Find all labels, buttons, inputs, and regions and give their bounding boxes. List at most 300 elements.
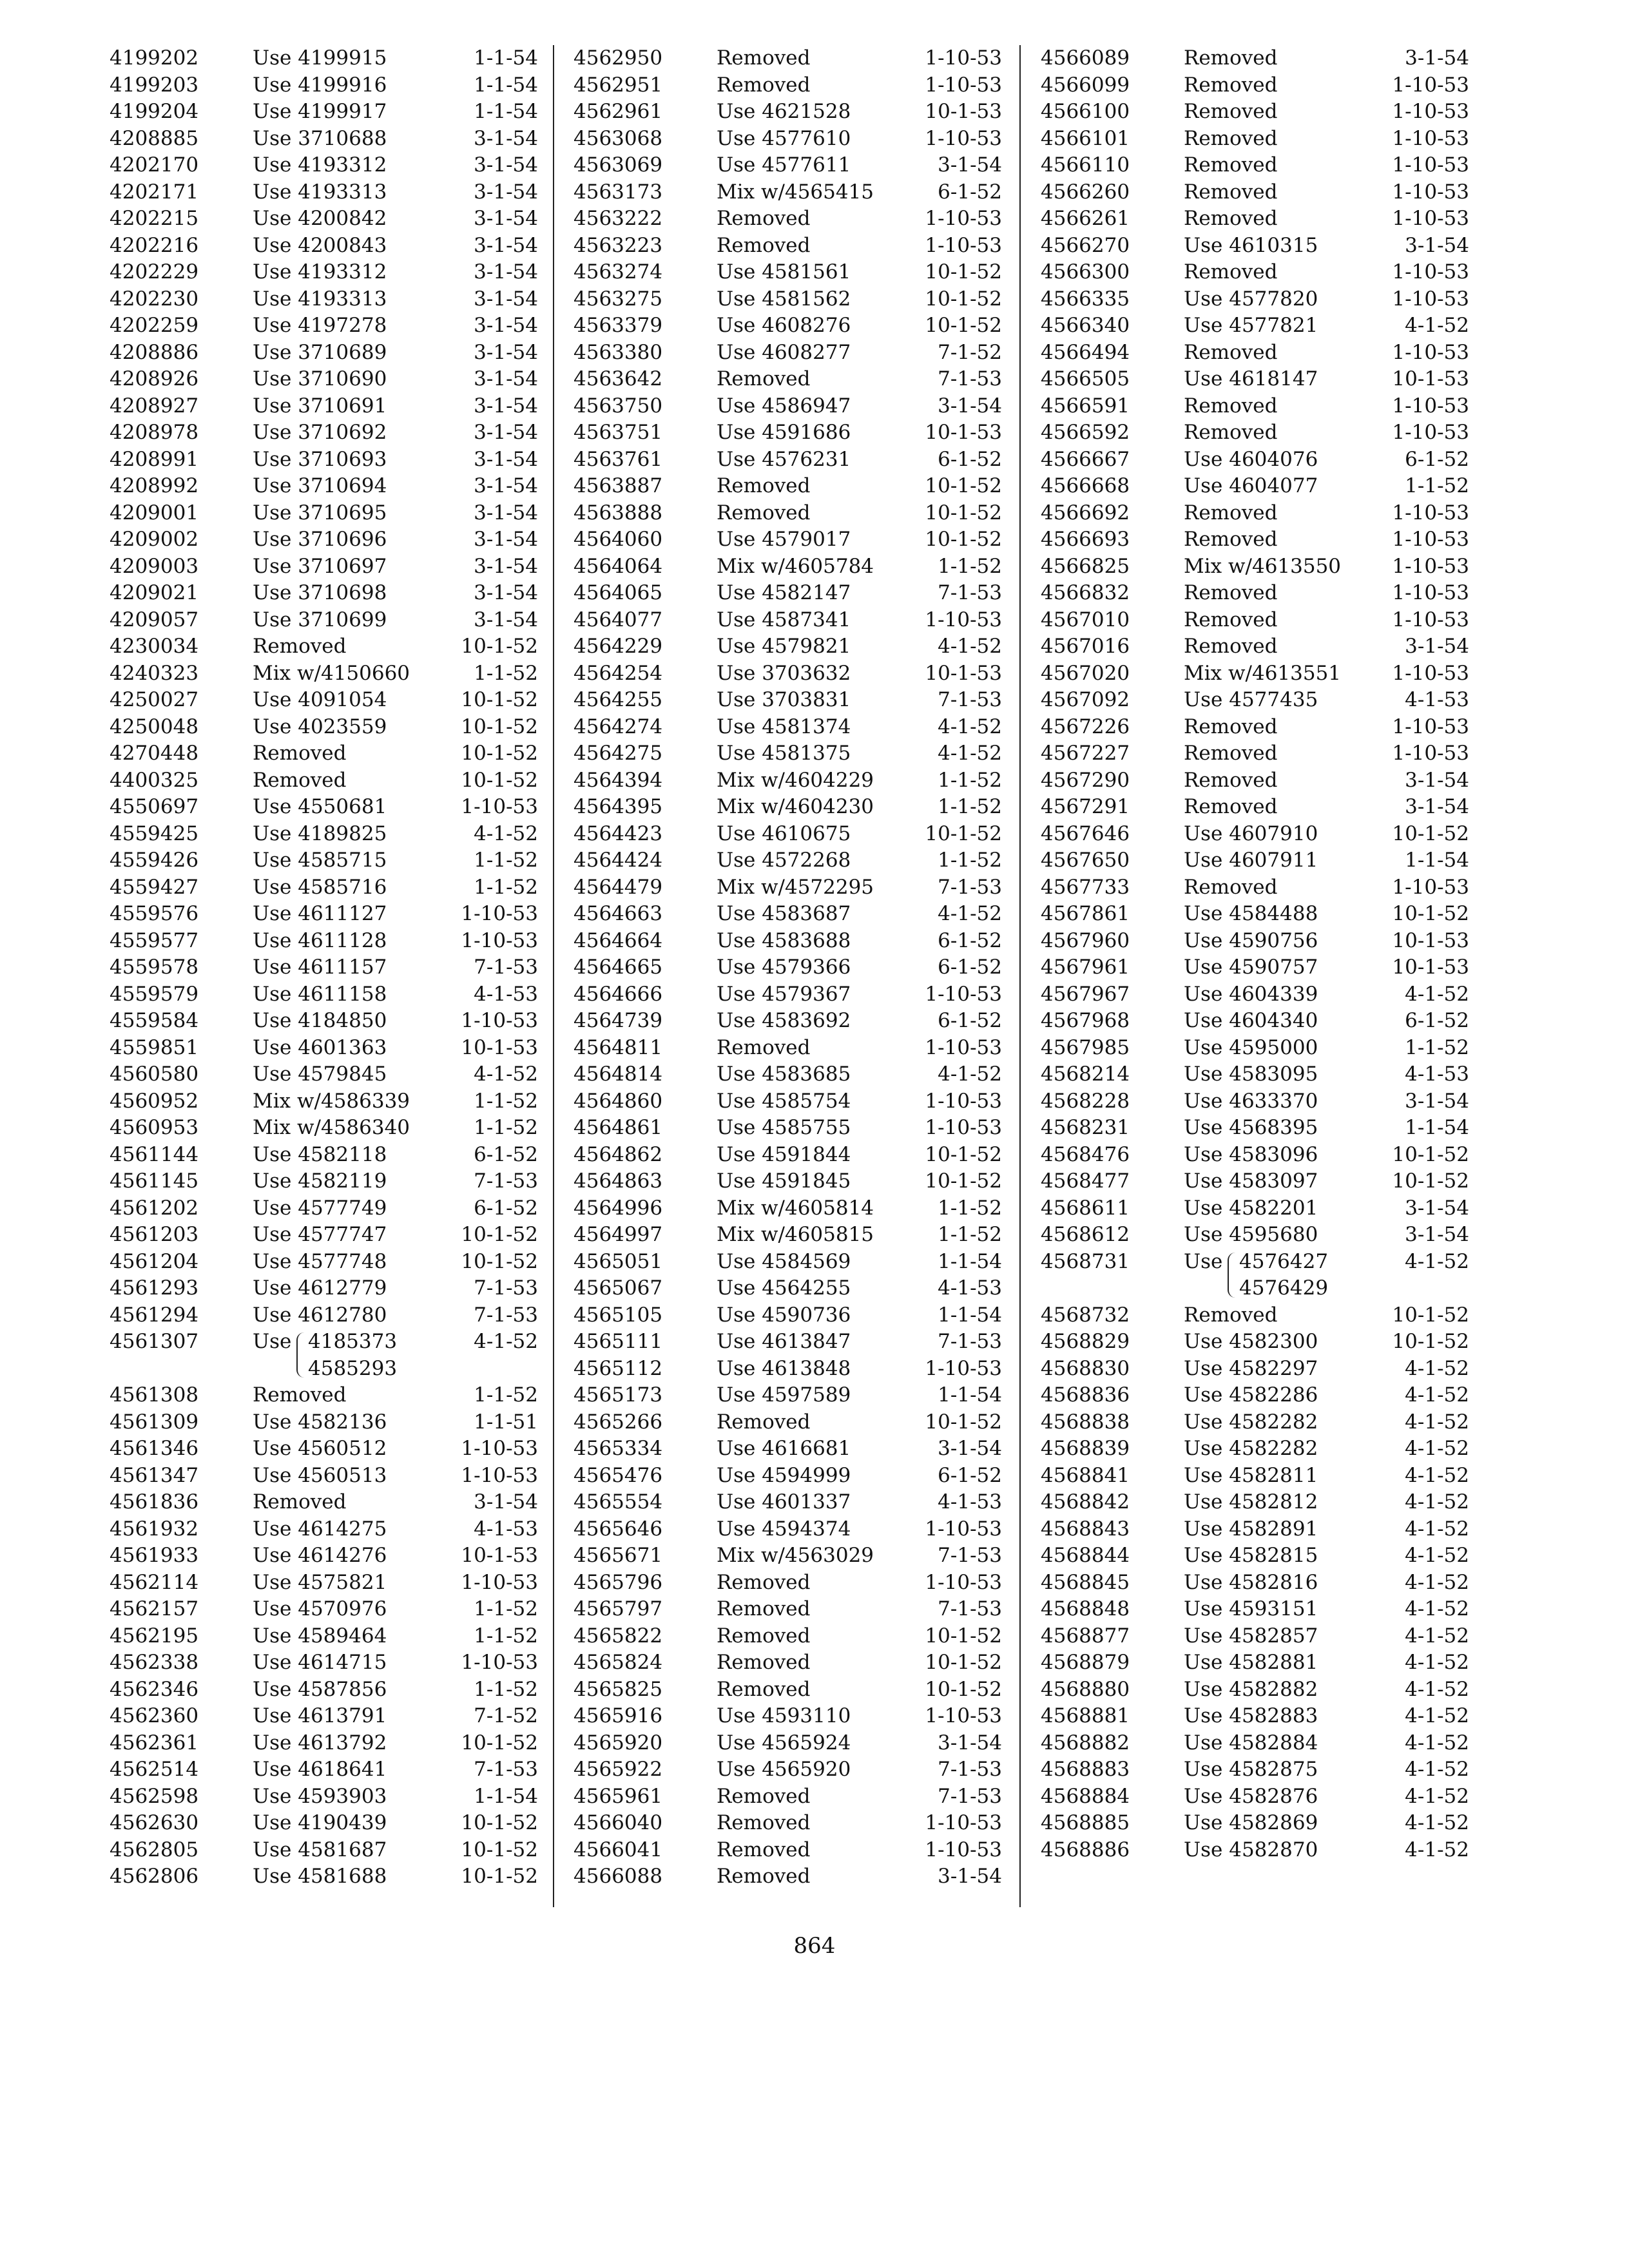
- disposition: Use 4593903: [253, 1784, 387, 1808]
- disposition: Use 4584569: [717, 1249, 851, 1273]
- disposition: Use 4577748: [253, 1249, 387, 1273]
- effective-date: 6-1-52: [1405, 1009, 1469, 1032]
- part-number: 4566040: [574, 1811, 663, 1834]
- effective-date: 3-1-54: [474, 260, 538, 284]
- replacement-number: 4185373: [308, 1330, 398, 1353]
- part-number: 4563380: [574, 340, 663, 364]
- part-number: 4564423: [574, 822, 663, 845]
- effective-date: 4-1-52: [938, 715, 1002, 738]
- part-number: 4564255: [574, 688, 663, 711]
- effective-date: 1-1-52: [474, 1597, 538, 1620]
- disposition: Use 4583685: [717, 1062, 851, 1086]
- disposition: Use 4594374: [717, 1517, 851, 1541]
- effective-date: 3-1-54: [474, 528, 538, 551]
- effective-date: 3-1-54: [938, 1731, 1002, 1754]
- part-number: 4561933: [110, 1544, 199, 1567]
- disposition: Mix w/4586339: [253, 1089, 410, 1113]
- effective-date: 4-1-52: [1405, 1811, 1469, 1834]
- disposition: Use 4199917: [253, 100, 387, 123]
- part-number: 4202259: [110, 314, 199, 337]
- disposition: Use 4023559: [253, 715, 387, 738]
- part-number: 4202216: [110, 233, 199, 257]
- disposition: Use 4585715: [253, 849, 387, 872]
- part-number: 4209002: [110, 528, 199, 551]
- effective-date: 1-1-52: [938, 849, 1002, 872]
- disposition: Use 4583096: [1184, 1142, 1318, 1166]
- effective-date: 3-1-54: [474, 554, 538, 578]
- part-number: 4564479: [574, 875, 663, 899]
- part-number: 4559426: [110, 849, 199, 872]
- part-number: 4250027: [110, 688, 199, 711]
- effective-date: 3-1-54: [474, 126, 538, 150]
- disposition: Removed: [717, 367, 811, 390]
- effective-date: 10-1-52: [925, 287, 1002, 311]
- disposition: Removed: [717, 1410, 811, 1434]
- part-number: 4565112: [574, 1356, 663, 1380]
- column-divider: [1019, 45, 1021, 1907]
- part-number: 4566099: [1041, 73, 1130, 97]
- disposition: Removed: [717, 1651, 811, 1674]
- replacement-number: 4585293: [308, 1356, 398, 1380]
- part-number: 4561307: [110, 1330, 199, 1353]
- effective-date: 10-1-52: [925, 1142, 1002, 1166]
- effective-date: 1-10-53: [925, 608, 1002, 631]
- disposition: Mix w/4605784: [717, 554, 874, 578]
- part-number: 4567227: [1041, 742, 1130, 765]
- effective-date: 1-10-53: [925, 73, 1002, 97]
- part-number: 4559427: [110, 875, 199, 899]
- disposition: Removed: [253, 742, 347, 765]
- disposition: Use 4582300: [1184, 1330, 1318, 1353]
- effective-date: 3-1-54: [474, 153, 538, 177]
- disposition: Use 4565924: [717, 1731, 851, 1754]
- disposition-word: Use: [253, 1330, 292, 1353]
- part-number: 4565105: [574, 1303, 663, 1327]
- effective-date: 4-1-52: [1405, 1704, 1469, 1727]
- part-number: 4566100: [1041, 100, 1130, 123]
- disposition: Use 4565920: [717, 1758, 851, 1781]
- part-number: 4562195: [110, 1624, 199, 1648]
- disposition: Removed: [1184, 153, 1278, 177]
- disposition: Use 4582297: [1184, 1356, 1318, 1380]
- disposition: Removed: [1184, 715, 1278, 738]
- part-number: 4562598: [110, 1784, 199, 1808]
- part-number: 4563888: [574, 501, 663, 524]
- part-number: 4568732: [1041, 1303, 1130, 1327]
- part-number: 4568830: [1041, 1356, 1130, 1380]
- part-number: 4208991: [110, 447, 199, 471]
- disposition: Removed: [253, 635, 347, 658]
- disposition: Removed: [1184, 875, 1278, 899]
- part-number: 4568228: [1041, 1089, 1130, 1113]
- effective-date: 7-1-53: [938, 581, 1002, 604]
- disposition: Removed: [1184, 73, 1278, 97]
- part-number: 4562805: [110, 1838, 199, 1861]
- part-number: 4562806: [110, 1865, 199, 1888]
- disposition: Use 4583688: [717, 928, 851, 952]
- effective-date: 6-1-52: [474, 1196, 538, 1220]
- part-number: 4563642: [574, 367, 663, 390]
- disposition: Use 4582857: [1184, 1624, 1318, 1648]
- disposition: Use 3710697: [253, 554, 387, 578]
- effective-date: 1-10-53: [1392, 394, 1469, 418]
- part-number: 4565916: [574, 1704, 663, 1727]
- disposition: Use 4582815: [1184, 1544, 1318, 1567]
- part-number: 4564424: [574, 849, 663, 872]
- effective-date: 4-1-52: [1405, 1624, 1469, 1648]
- disposition: Use 4582816: [1184, 1570, 1318, 1594]
- effective-date: 1-10-53: [1392, 260, 1469, 284]
- disposition: Use 4612780: [253, 1303, 387, 1327]
- effective-date: 7-1-53: [938, 875, 1002, 899]
- effective-date: 1-1-52: [1405, 1035, 1469, 1059]
- disposition: Use 4614715: [253, 1651, 387, 1674]
- disposition: Use 4591686: [717, 421, 851, 444]
- disposition: Use 4184850: [253, 1009, 387, 1032]
- disposition: Removed: [1184, 581, 1278, 604]
- effective-date: 6-1-52: [938, 180, 1002, 204]
- disposition: Use 3710693: [253, 447, 387, 471]
- effective-date: 6-1-52: [474, 1142, 538, 1166]
- part-number: 4208886: [110, 340, 199, 364]
- disposition: Use 4582870: [1184, 1838, 1318, 1861]
- effective-date: 1-10-53: [1392, 73, 1469, 97]
- disposition: Use 4577749: [253, 1196, 387, 1220]
- part-number: 4568611: [1041, 1196, 1130, 1220]
- part-number: 4563068: [574, 126, 663, 150]
- disposition: Use 4585754: [717, 1089, 851, 1113]
- part-number: 4568612: [1041, 1223, 1130, 1246]
- part-number: 4567646: [1041, 822, 1130, 845]
- part-number: 4561309: [110, 1410, 199, 1434]
- effective-date: 4-1-52: [1405, 1410, 1469, 1434]
- effective-date: 1-10-53: [1392, 421, 1469, 444]
- effective-date: 4-1-53: [1405, 1062, 1469, 1086]
- effective-date: 10-1-53: [1392, 367, 1469, 390]
- disposition: Removed: [1184, 260, 1278, 284]
- part-number: 4209057: [110, 608, 199, 631]
- effective-date: 3-1-54: [474, 394, 538, 418]
- disposition: Use 4614275: [253, 1517, 387, 1541]
- effective-date: 10-1-53: [925, 421, 1002, 444]
- effective-date: 1-1-54: [938, 1249, 1002, 1273]
- effective-date: 3-1-54: [1405, 768, 1469, 792]
- disposition: Use 4611158: [253, 982, 387, 1006]
- part-number: 4564275: [574, 742, 663, 765]
- effective-date: 3-1-54: [1405, 795, 1469, 818]
- effective-date: 4-1-53: [938, 1490, 1002, 1514]
- effective-date: 1-1-54: [474, 46, 538, 70]
- effective-date: 10-1-52: [461, 1731, 538, 1754]
- part-number: 4202171: [110, 180, 199, 204]
- effective-date: 1-10-53: [461, 1570, 538, 1594]
- part-number: 4562114: [110, 1570, 199, 1594]
- disposition: Use 4587856: [253, 1677, 387, 1701]
- part-number: 4559851: [110, 1035, 199, 1059]
- part-number: 4564811: [574, 1035, 663, 1059]
- disposition: Use 4582883: [1184, 1704, 1318, 1727]
- part-number: 4561204: [110, 1249, 199, 1273]
- part-number: 4568884: [1041, 1784, 1130, 1808]
- effective-date: 3-1-54: [474, 207, 538, 230]
- part-number: 4208926: [110, 367, 199, 390]
- part-number: 4270448: [110, 742, 199, 765]
- disposition: Use 4577610: [717, 126, 851, 150]
- part-number: 4565476: [574, 1463, 663, 1487]
- part-number: 4559577: [110, 928, 199, 952]
- disposition: Use 4595000: [1184, 1035, 1318, 1059]
- part-number: 4564274: [574, 715, 663, 738]
- disposition: Use 4560512: [253, 1437, 387, 1460]
- effective-date: 3-1-54: [474, 447, 538, 471]
- disposition: Use 4197278: [253, 314, 387, 337]
- effective-date: 1-1-54: [474, 1784, 538, 1808]
- effective-date: 4-1-53: [474, 982, 538, 1006]
- effective-date: 1-10-53: [1392, 501, 1469, 524]
- effective-date: 4-1-52: [1405, 314, 1469, 337]
- part-number: 4561347: [110, 1463, 199, 1487]
- part-number: 4240323: [110, 661, 199, 685]
- effective-date: 7-1-53: [474, 1758, 538, 1781]
- part-number: 4209021: [110, 581, 199, 604]
- part-number: 4567861: [1041, 902, 1130, 925]
- effective-date: 10-1-53: [461, 1035, 538, 1059]
- disposition: Use 4582882: [1184, 1677, 1318, 1701]
- effective-date: 3-1-54: [474, 340, 538, 364]
- part-number: 4566335: [1041, 287, 1130, 311]
- disposition: Removed: [717, 73, 811, 97]
- disposition: Use 4582875: [1184, 1758, 1318, 1781]
- disposition: Use 4591844: [717, 1142, 851, 1166]
- effective-date: 1-1-54: [938, 1303, 1002, 1327]
- effective-date: 4-1-52: [1405, 1838, 1469, 1861]
- effective-date: 1-1-52: [474, 1089, 538, 1113]
- disposition: Use 4610315: [1184, 233, 1318, 257]
- effective-date: 1-1-52: [474, 1383, 538, 1407]
- disposition: Removed: [1184, 635, 1278, 658]
- effective-date: 1-10-53: [925, 1035, 1002, 1059]
- disposition: Use 4582884: [1184, 1731, 1318, 1754]
- disposition: Use 4577435: [1184, 688, 1318, 711]
- part-number: 4568879: [1041, 1651, 1130, 1674]
- disposition: Use 4581688: [253, 1865, 387, 1888]
- part-number: 4563750: [574, 394, 663, 418]
- effective-date: 4-1-52: [1405, 1677, 1469, 1701]
- disposition: Use 4582876: [1184, 1784, 1318, 1808]
- part-number: 4208978: [110, 421, 199, 444]
- disposition: Use 3710696: [253, 528, 387, 551]
- disposition: Use 4582201: [1184, 1196, 1318, 1220]
- part-number: 4560952: [110, 1089, 199, 1113]
- part-number: 4561203: [110, 1223, 199, 1246]
- effective-date: 1-10-53: [1392, 554, 1469, 578]
- effective-date: 3-1-54: [1405, 1223, 1469, 1246]
- part-number: 4568477: [1041, 1169, 1130, 1193]
- disposition: Removed: [717, 46, 811, 70]
- disposition: Use 4582282: [1184, 1437, 1318, 1460]
- disposition: Use 4581561: [717, 260, 851, 284]
- effective-date: 4-1-52: [938, 1062, 1002, 1086]
- disposition: Removed: [717, 207, 811, 230]
- effective-date: 10-1-52: [925, 822, 1002, 845]
- disposition: Use 4189825: [253, 822, 387, 845]
- part-number: 4566101: [1041, 126, 1130, 150]
- part-number: 4208992: [110, 474, 199, 497]
- part-number: 4566270: [1041, 233, 1130, 257]
- disposition: Use 4577747: [253, 1223, 387, 1246]
- effective-date: 10-1-53: [925, 661, 1002, 685]
- effective-date: 1-10-53: [461, 1651, 538, 1674]
- effective-date: 6-1-52: [938, 956, 1002, 979]
- effective-date: 3-1-54: [1405, 46, 1469, 70]
- part-number: 4562951: [574, 73, 663, 97]
- disposition: Use 4590736: [717, 1303, 851, 1327]
- effective-date: 1-1-52: [474, 849, 538, 872]
- effective-date: 1-10-53: [1392, 180, 1469, 204]
- disposition: Removed: [717, 1784, 811, 1808]
- effective-date: 10-1-52: [925, 528, 1002, 551]
- part-number: 4566089: [1041, 46, 1130, 70]
- part-number: 4208927: [110, 394, 199, 418]
- effective-date: 3-1-54: [938, 1865, 1002, 1888]
- part-number: 4564065: [574, 581, 663, 604]
- disposition: Removed: [717, 1811, 811, 1834]
- part-number: 4562950: [574, 46, 663, 70]
- disposition: Use 4190439: [253, 1811, 387, 1834]
- disposition: Use 4581375: [717, 742, 851, 765]
- effective-date: 4-1-52: [1405, 1570, 1469, 1594]
- part-number: 4564664: [574, 928, 663, 952]
- part-number: 4567020: [1041, 661, 1130, 685]
- part-number: 4202230: [110, 287, 199, 311]
- effective-date: 7-1-52: [938, 340, 1002, 364]
- part-number: 4567650: [1041, 849, 1130, 872]
- disposition: Use 4590756: [1184, 928, 1318, 952]
- part-number: 4563222: [574, 207, 663, 230]
- part-number: 4199204: [110, 100, 199, 123]
- disposition: Use 3710691: [253, 394, 387, 418]
- page-number: 864: [793, 1933, 836, 1959]
- effective-date: 10-1-52: [461, 635, 538, 658]
- effective-date: 10-1-52: [925, 1169, 1002, 1193]
- disposition: Removed: [717, 1624, 811, 1648]
- effective-date: 3-1-54: [1405, 635, 1469, 658]
- effective-date: 10-1-52: [925, 1624, 1002, 1648]
- disposition: Use 4608276: [717, 314, 851, 337]
- effective-date: 4-1-52: [1405, 1437, 1469, 1460]
- effective-date: 1-1-54: [1405, 849, 1469, 872]
- part-number: 4560580: [110, 1062, 199, 1086]
- effective-date: 1-10-53: [925, 1704, 1002, 1727]
- effective-date: 3-1-54: [474, 233, 538, 257]
- effective-date: 1-1-54: [474, 73, 538, 97]
- effective-date: 4-1-52: [1405, 1651, 1469, 1674]
- disposition: Use 4582136: [253, 1410, 387, 1434]
- effective-date: 4-1-53: [1405, 688, 1469, 711]
- effective-date: 7-1-53: [938, 367, 1002, 390]
- part-number: 4559425: [110, 822, 199, 845]
- disposition: Use 4582869: [1184, 1811, 1318, 1834]
- disposition: Use 4591845: [717, 1169, 851, 1193]
- part-number: 4568885: [1041, 1811, 1130, 1834]
- part-number: 4563173: [574, 180, 663, 204]
- effective-date: 1-10-53: [1392, 742, 1469, 765]
- part-number: 4565922: [574, 1758, 663, 1781]
- effective-date: 10-1-52: [461, 768, 538, 792]
- effective-date: 1-10-53: [925, 1356, 1002, 1380]
- disposition: Use 3710692: [253, 421, 387, 444]
- part-number: 4566300: [1041, 260, 1130, 284]
- effective-date: 1-10-53: [1392, 875, 1469, 899]
- effective-date: 7-1-53: [938, 1784, 1002, 1808]
- disposition: Removed: [1184, 340, 1278, 364]
- effective-date: 10-1-52: [1392, 1303, 1469, 1327]
- effective-date: 10-1-52: [461, 1223, 538, 1246]
- effective-date: 3-1-54: [1405, 1089, 1469, 1113]
- part-number: 4564064: [574, 554, 663, 578]
- disposition: Use 4582286: [1184, 1383, 1318, 1407]
- part-number: 4564395: [574, 795, 663, 818]
- effective-date: 1-1-54: [474, 100, 538, 123]
- part-number: 4568882: [1041, 1731, 1130, 1754]
- disposition: Use 4575821: [253, 1570, 387, 1594]
- disposition: Use 4613792: [253, 1731, 387, 1754]
- disposition: Use 4610675: [717, 822, 851, 845]
- part-number: 4565961: [574, 1784, 663, 1808]
- effective-date: 10-1-52: [461, 1838, 538, 1861]
- disposition: Removed: [253, 1383, 347, 1407]
- effective-date: 10-1-52: [461, 1811, 538, 1834]
- effective-date: 1-10-53: [1392, 608, 1469, 631]
- part-number: 4568883: [1041, 1758, 1130, 1781]
- part-number: 4564996: [574, 1196, 663, 1220]
- disposition: Removed: [1184, 100, 1278, 123]
- part-number: 4565051: [574, 1249, 663, 1273]
- effective-date: 3-1-54: [1405, 233, 1469, 257]
- part-number: 4209003: [110, 554, 199, 578]
- disposition-word: Use: [1184, 1249, 1223, 1273]
- brace: [296, 1332, 304, 1378]
- effective-date: 10-1-53: [1392, 928, 1469, 952]
- part-number: 4566494: [1041, 340, 1130, 364]
- effective-date: 6-1-52: [938, 928, 1002, 952]
- disposition: Removed: [717, 233, 811, 257]
- part-number: 4561308: [110, 1383, 199, 1407]
- effective-date: 1-1-52: [474, 1677, 538, 1701]
- part-number: 4565067: [574, 1276, 663, 1300]
- effective-date: 10-1-53: [1392, 956, 1469, 979]
- part-number: 4562630: [110, 1811, 199, 1834]
- effective-date: 4-1-52: [938, 902, 1002, 925]
- disposition: Use 4199915: [253, 46, 387, 70]
- effective-date: 3-1-54: [474, 421, 538, 444]
- disposition: Use 4587341: [717, 608, 851, 631]
- disposition: Removed: [1184, 1303, 1278, 1327]
- disposition: Removed: [1184, 180, 1278, 204]
- disposition: Use 4582119: [253, 1169, 387, 1193]
- effective-date: 4-1-52: [474, 1330, 538, 1353]
- part-number: 4564739: [574, 1009, 663, 1032]
- part-number: 4564394: [574, 768, 663, 792]
- disposition: Removed: [717, 1570, 811, 1594]
- column-divider: [553, 45, 554, 1907]
- part-number: 4568844: [1041, 1544, 1130, 1567]
- part-number: 4566591: [1041, 394, 1130, 418]
- part-number: 4563274: [574, 260, 663, 284]
- effective-date: 7-1-53: [474, 1169, 538, 1193]
- replacement-number: 4576427: [1239, 1249, 1329, 1273]
- disposition: Use 4582282: [1184, 1410, 1318, 1434]
